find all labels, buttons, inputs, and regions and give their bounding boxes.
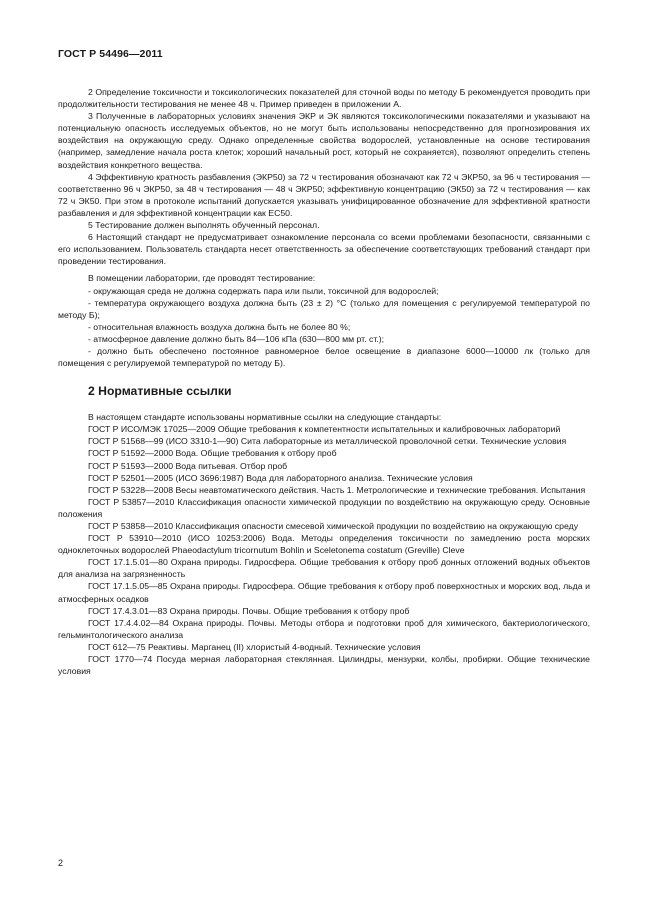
reference-item: ГОСТ Р 53228—2008 Весы неавтоматического действия. Часть 1. Метрологические и технические требования. Испытания — [88, 484, 586, 495]
reference-item: ГОСТ 17.1.5.01—80 Охрана природы. Гидросфера. Общие требования к отбору проб донных отложений водных объектов для анализа на загрязненность — [58, 557, 590, 580]
note-paragraph: 3 Полученные в лабораторных условиях значения ЭКР и ЭК являются токсикологическими показателями и указывают на потенциальную опасность исследуемых объектов, но не могут быть использованы непосредственно для прогнозирования их воздействия на окружающую среду. Однако определенные свойства водорослей, установленные на основе тестирования (например, замедление начала роста клеток; хороший начальный рост, который не сохраняется), позволяют определить степень воздействия конкретного вещества. — [58, 111, 590, 170]
note-paragraph: 2 Определение токсичности и токсикологических показателей для сточной воды по методу Б рекомендуется проводить при продолжительности тестирования не менее 48 ч. Пример приведен в приложении А. — [58, 87, 590, 110]
lab-condition: - температура окружающего воздуха должна быть (23 ± 2) °С (только для помещения с регулируемой температурой по методу Б); — [58, 297, 590, 320]
note-paragraph: 5 Тестирование должен выполнять обученный персонал. — [88, 220, 320, 231]
running-header: ГОСТ Р 54496—2011 — [58, 48, 163, 60]
section-title: 2 Нормативные ссылки — [88, 384, 232, 399]
document-page — [58, 48, 590, 677]
reference-item: ГОСТ Р 51568—99 (ИСО 3310-1—90) Сита лабораторные из металлической проволочной сетки. Технические условия — [88, 436, 567, 447]
note-paragraph: 4 Эффективную кратность разбавления (ЭКР50) за 72 ч тестирования обозначают как 72 ч ЭКР50, за 96 ч тестирования — соответственно 96 ч ЭКР50, за 48 ч тестирования — 48 ч ЭКР50; эффективную концентрацию (ЭК50) за 72 ч тестирования — как 72 ч ЭК50. При этом в протоколе испытаний допускается указывать унифицированное обозначение для эффективной кратности разбавления и для эффективной концентрации как ЕС50. — [58, 171, 590, 218]
lab-condition: - относительная влажность воздуха должна быть не более 80 %; — [88, 321, 351, 332]
lab-condition: - окружающая среда не должна содержать пара или пыли, токсичной для водорослей; — [88, 285, 439, 296]
page-number: 2 — [58, 858, 64, 868]
reference-item: ГОСТ Р ИСО/МЭК 17025—2009 Общие требования к компетентности испытательных и калибровочных лабораторий — [88, 424, 561, 435]
references-list — [58, 411, 590, 677]
reference-item: ГОСТ Р 51593—2000 Вода питьевая. Отбор проб — [88, 460, 288, 471]
note-paragraph: 6 Настоящий стандарт не предусматривает ознакомление персонала со всеми проблемами безопасности, связанными с его использованием. Пользователь стандарта несет ответственность за обеспечение соответствующих требований стандарт при проведении тестирования. — [58, 232, 590, 267]
lab-condition: - должно быть обеспечено постоянное равномерное белое освещение в диапазоне 6000—10000 лк (только для помещения с регулируемой температурой по методу Б). — [58, 345, 590, 369]
reference-item: ГОСТ Р 53910—2010 (ИСО 10253:2006) Вода. Методы определения токсичности по замедлению роста морских одноклеточных водорослей Phaeodactylum tricornutum Bohlin и Sceletonema costatum (Greville) Cleve — [58, 533, 590, 556]
reference-item: ГОСТ 612—75 Реактивы. Марганец (II) хлористый 4-водный. Технические условия — [88, 641, 421, 652]
reference-item: ГОСТ Р 53857—2010 Классификация опасности химической продукции по воздействию на окружающую среду. Основные положения — [58, 496, 590, 519]
lab-conditions-block — [58, 272, 590, 369]
reference-item: В настоящем стандарте использованы нормативные ссылки на следующие стандарты: — [88, 412, 442, 423]
reference-item: ГОСТ Р 53858—2010 Классификация опасности смесевой химической продукции по воздействию на окружающую среду — [88, 521, 579, 531]
reference-item: ГОСТ 17.1.5.05—85 Охрана природы. Гидросфера. Общие требования к отбору проб поверхностных и морских вод, льда и атмосферных осадков — [58, 581, 590, 604]
reference-item: ГОСТ 17.4.4.02—84 Охрана природы. Почвы. Методы отбора и подготовки проб для химического, бактериологического, гельминтологического анализа — [58, 617, 590, 640]
reference-item: ГОСТ 1770—74 Посуда мерная лабораторная стеклянная. Цилиндры, мензурки, колбы, пробирки. Общие технические условия — [58, 654, 590, 677]
reference-item: ГОСТ 17.4.3.01—83 Охрана природы. Почвы. Общие требования к отбору проб — [88, 605, 410, 616]
reference-item: ГОСТ Р 51592—2000 Вода. Общие требования к отбору проб — [88, 448, 337, 459]
reference-item: ГОСТ Р 52501—2005 (ИСО 3696:1987) Вода для лабораторного анализа. Технические условия — [88, 472, 473, 483]
lab-condition: В помещении лаборатории, где проводят тестирование: — [88, 273, 316, 284]
notes-block — [58, 86, 590, 267]
lab-condition: - атмосферное давление должно быть 84—106 кПа (630—800 мм рт. ст.); — [88, 333, 385, 344]
